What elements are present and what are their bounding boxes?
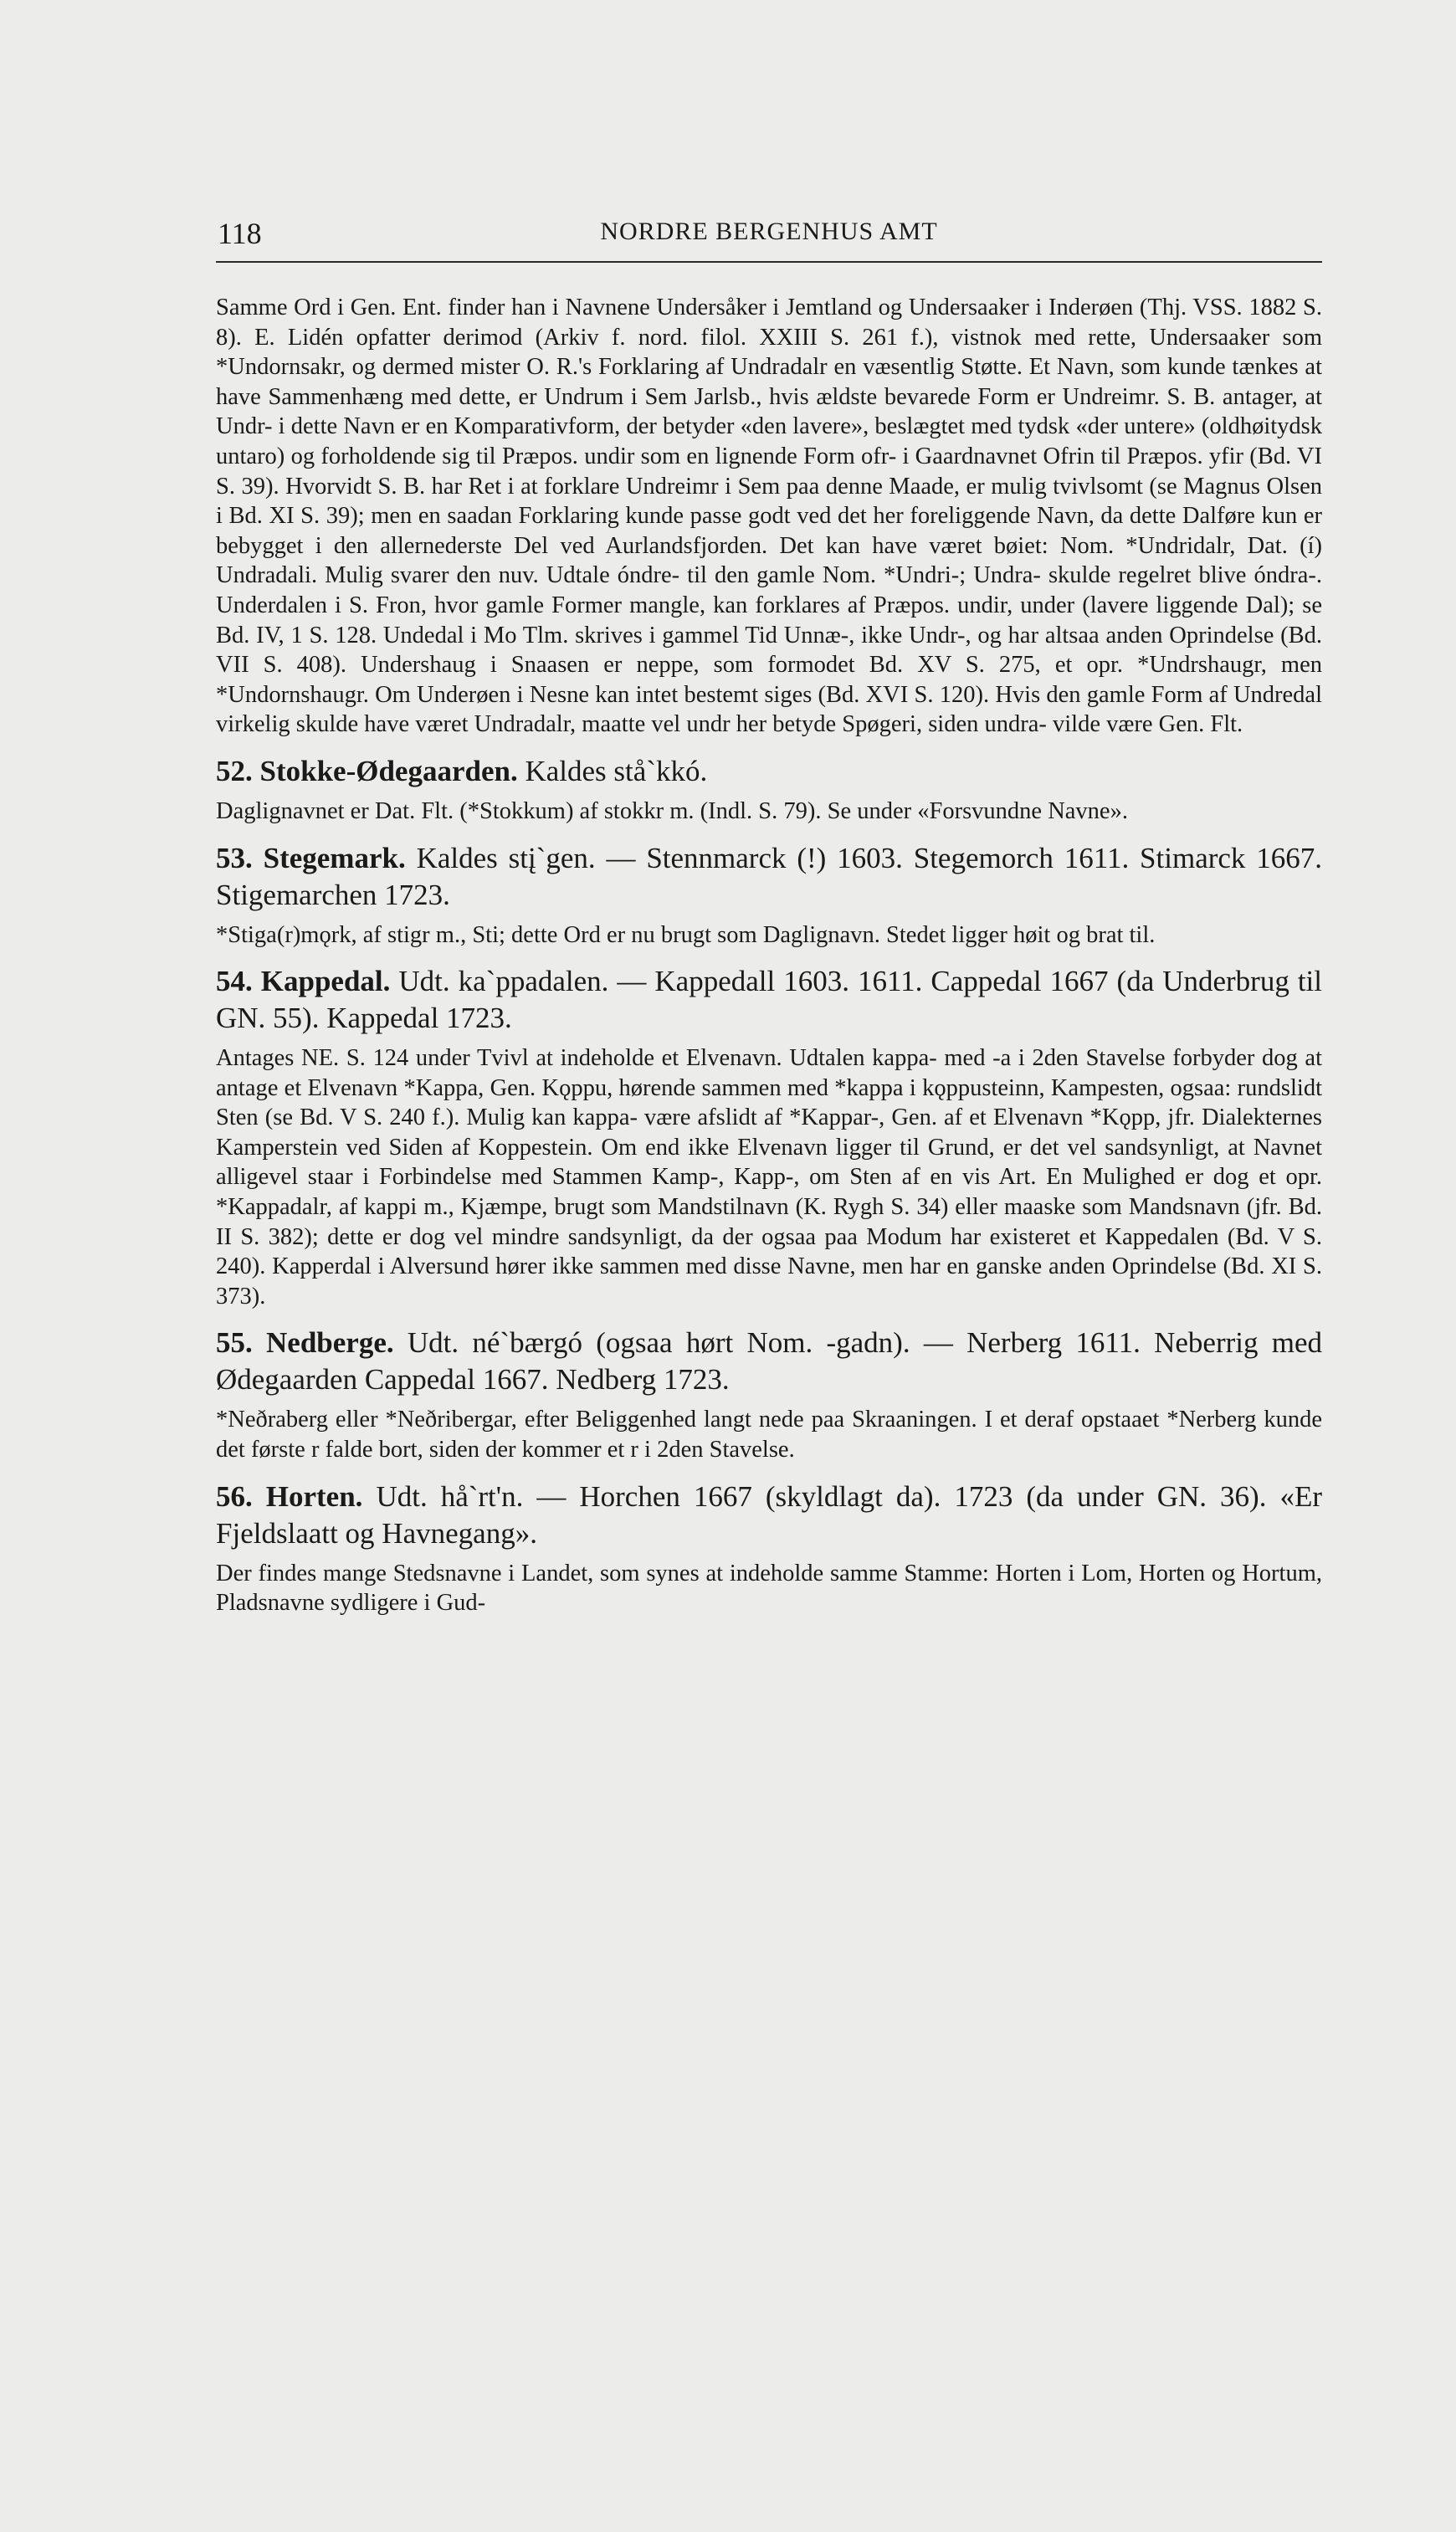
entry-55-heading (216, 1325, 1322, 1398)
entry-text: Udt. hå`rt'n. — Horchen 1667 (skyldlagt da). 1723 (da under GN. 36). «Er Fjeldslaatt og Havnegang». (216, 1479, 1323, 1550)
entry-title: Kappedal. (260, 965, 391, 998)
paragraph: *Neðraberg eller *Neðribergar, efter Beliggenhed langt nede paa Skraaningen. I et deraf opstaaet *Nerberg kunde det første r falde bort, siden der kommer et r i 2den Stavelse. (216, 1407, 1322, 1463)
entry-title: Horten. (265, 1479, 363, 1513)
entry-text: Kaldes stį`gen. — Stennmarck (!) 1603. Stegemorch 1611. Stimarck 1667. Stigemarchen 1723. (216, 841, 1323, 911)
entry-53-heading (216, 840, 1322, 914)
entry-number: 55. (216, 1326, 253, 1360)
entry-number: 56. (216, 1479, 253, 1513)
entry-text: Udt. né`bærgó (ogsaa hørt Nom. -gadn). — Nerberg 1611. Neberrig med Ødegaarden Cappedal 1667. Nedberg 1723. (216, 1326, 1322, 1397)
entry-title: Nedberge. (266, 1326, 394, 1360)
entry-title: Stegemark. (263, 841, 406, 874)
entry-56-heading (216, 1479, 1322, 1552)
entry-52-heading (216, 753, 1322, 790)
entry-54-heading (216, 963, 1322, 1037)
paragraph: Antages NE. S. 124 under Tvivl at indeholde et Elvenavn. Udtalen kappa- med -a i 2den Stavelse forbyder dog at antage et Elvenavn *Kappa, Gen. Kǫppu, hørende sammen med *kappa i kǫppusteinn, Kampesten, ogsaa: rundslidt Sten (se Bd. V S. 240 f.). Mulig kan kappa- være afslidt af *Kappar-, Gen. af et Elvenavn *Kǫpp, jfr. Dialekternes Kamperstein ved Siden af Koppestein. Om end ikke Elvenavn ligger til Grund, er det vel sandsynligt, at Navnet alligevel staar i Forbindelse med Stammen Kamp-, Kapp-, om Sten af en vis Art. En Mulighed er dog et opr. *Kappadalr, af kappi m., Kjæmpe, brugt som Mandstilnavn (K. Rygh S. 34) eller maaske som Mandsnavn (jfr. Bd. II S. 382); dette er dog vel mindre sandsynligt, da der ogsaa paa Modum har existeret et Kappedalen (Bd. V S. 240). Kapperdal i Alversund hører ikke sammen med disse Navne, men har en ganske anden Oprindelse (Bd. XI S. 373). (216, 1045, 1322, 1310)
paragraph: *Stiga(r)mǫrk, af stigr m., Sti; dette Ord er nu brugt som Daglignavn. Stedet ligger høit og brat til. (216, 921, 1156, 948)
page (216, 209, 1322, 1618)
paragraph: Samme Ord i Gen. Ent. finder han i Navnene Undersåker i Jemtland og Undersaaker i Inderøen (Thj. VSS. 1882 S. 8). E. Lidén opfatter derimod (Arkiv f. nord. filol. XXIII S. 261 f.), vistnok med rette, Undersaaker som *Undornsakr, og dermed mister O. R.'s Forklaring af Undradalr en væsentlig Støtte. Et Navn, som kunde tænkes at have Sammenhæng med dette, er Undrum i Sem Jarlsb., hvis ældste bevarede Form er Undreimr. S. B. antager, at Undr- i dette Navn er en Komparativform, der betyder «den lavere», beslægtet med tydsk «der untere» (oldhøitydsk untaro) og forholdende sig til Præpos. undir som en lignende Form ofr- i Gaardnavnet Ofrin til Præpos. yfir (Bd. VI S. 39). Hvorvidt S. B. har Ret i at forklare Undreimr i Sem paa denne Maade, er mulig tvivlsomt (se Magnus Olsen i Bd. XI S. 39); men en saadan Forklaring kunde passe godt ved det her foreliggende Navn, da dette Dalføre kun er bebygget i den allernederste Del ved Aurlandsfjorden. Det kan have været bøiet: Nom. *Undridalr, Dat. (í) Undradali. Mulig svarer den nuv. Udtale óndre- til den gamle Nom. *Undri-; Undra- skulde regelret blive óndra-. Underdalen i S. Fron, hvor gamle Former mangle, kan forklares af Præpos. undir, under (lavere liggende Dal); se Bd. IV, 1 S. 128. Undedal i Mo Tlm. skrives i gammel Tid Unnæ-, ikke Undr-, og har altsaa anden Oprindelse (Bd. VII S. 408). Undershaug i Snaasen er neppe, som formodet Bd. XV S. 275, et opr. *Undrshaugr, men *Undornshaugr. Om Underøen i Nesne kan intet bestemt siges (Bd. XVI S. 120). Hvis den gamle Form af Undredal virkelig skulde have været Undradalr, maatte vel undr her betyde Spøgeri, siden undra- vilde være Gen. Flt. (216, 295, 1322, 738)
paragraph: Daglignavnet er Dat. Flt. (*Stokkum) af stokkr m. (Indl. S. 79). Se under «Forsvundne Navne». (216, 797, 1128, 824)
paragraph: Der findes mange Stedsnavne i Landet, som synes at indeholde samme Stamme: Horten i Lom, Horten og Hortum, Pladsnavne sydligere i Gud- (216, 1560, 1322, 1617)
entry-number: 53. (216, 841, 253, 874)
entry-number: 54. (216, 965, 253, 998)
entry-number: 52. (216, 754, 253, 787)
page-body (216, 263, 1322, 1618)
running-title: NORDRE BERGENHUS AMT (600, 218, 938, 245)
entry-text: Kaldes stå`kkó. (525, 754, 708, 787)
page-number: 118 (218, 217, 262, 250)
page-header (216, 209, 1322, 263)
entry-title: Stokke-Ødegaarden. (259, 754, 518, 787)
entry-text: Udt. ka`ppadalen. — Kappedall 1603. 1611. Cappedal 1667 (da Underbrug til GN. 55). Kappedal 1723. (216, 965, 1323, 1035)
